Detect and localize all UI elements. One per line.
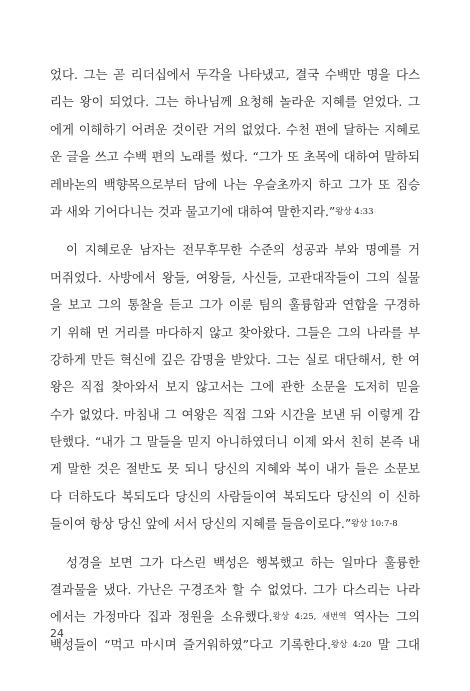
text-line: 결과물을 냈다. 가난은 구경조차 할 수 없었다. 그가 다스리는 나라 (50, 582, 420, 598)
text-line: 에게 이해하기 어려운 것이란 거의 없었다. 수천 편에 달하는 지혜로 (50, 121, 420, 137)
text-line: 강하게 만든 혁신에 깊은 감명을 받았다. 그는 실로 대단해서, 한 여 (50, 351, 420, 367)
text-run: 역사는 그의 (346, 609, 420, 625)
text-line: 다 더하도다 복되도다 당신의 사람들이여 복되도다 당신의 이 신하 (50, 488, 420, 504)
paragraph-3 (50, 549, 420, 659)
text-run: 백성들이 “먹고 마시며 즐거워하였”다고 기록한다. (50, 636, 332, 652)
scripture-reference: 왕상 4:20 (331, 639, 372, 650)
text-line: 게 말한 것은 절반도 못 되니 당신의 지혜와 복이 내가 들은 소문보 (50, 461, 420, 477)
text-line: 수가 없었다. 마침내 그 여왕은 직접 그와 시간을 보낸 뒤 이렇게 감 (50, 406, 420, 422)
body-text (50, 61, 420, 658)
text-line (50, 603, 420, 630)
text-line: 왕은 직접 찾아와서 보지 않고서는 그에 관한 소문을 도저히 믿을 (50, 379, 420, 395)
text-run: 과 새와 기어다니는 것과 물고기에 대하여 말한지라.” (50, 203, 336, 219)
text-line: 성경을 보면 그가 다스린 백성은 행복했고 하는 일마다 훌륭한 (66, 554, 420, 570)
paragraph-2 (50, 236, 420, 537)
text-line: 었다. 그는 곧 리더십에서 두각을 나타냈고, 결국 수백만 명을 다스 (50, 67, 420, 82)
text-line (50, 198, 420, 225)
text-line (50, 631, 420, 658)
text-line: 리는 왕이 되었다. 그는 하나님께 요청해 놀라운 지혜를 얻었다. 그 (50, 94, 420, 110)
text-line: 기 위해 먼 거리를 마다하지 않고 찾아왔다. 그들은 그의 나라를 부 (50, 324, 420, 340)
text-line: 머쥐었다. 사방에서 왕들, 여왕들, 사신들, 고관대작들이 그의 실물 (50, 269, 420, 285)
text-line: 운 글을 쓰고 수백 편의 노래를 썼다. “그가 또 초목에 대하여 말하되 (50, 149, 420, 165)
scripture-reference: 왕상 10:7-8 (351, 519, 398, 530)
paragraph-1 (50, 61, 420, 225)
text-run: 들이여 항상 당신 앞에 서서 당신의 지혜를 들음이로다.” (50, 516, 352, 532)
text-run: 에서는 가정마다 집과 정원을 소유했다. (50, 609, 273, 625)
text-line: 탄했다. “내가 그 말들을 믿지 아니하였더니 이제 와서 친히 본즉 내 (50, 434, 420, 450)
scripture-reference: 왕상 4:33 (335, 206, 374, 217)
text-line: 이 지혜로운 남자는 전무후무한 수준의 성공과 부와 명예를 거 (66, 242, 420, 258)
page-number: 24 (50, 627, 64, 640)
scripture-reference: 왕상 4:25, 새번역 (272, 612, 347, 623)
text-line (50, 510, 420, 537)
text-line: 레바논의 백향목으로부터 담에 나는 우슬초까지 하고 그가 또 짐승 (50, 176, 420, 192)
text-line: 을 보고 그의 통찰을 듣고 그가 이룬 팀의 훌륭함과 연합을 구경하 (50, 297, 420, 313)
text-run: 말 그대 (371, 636, 420, 652)
